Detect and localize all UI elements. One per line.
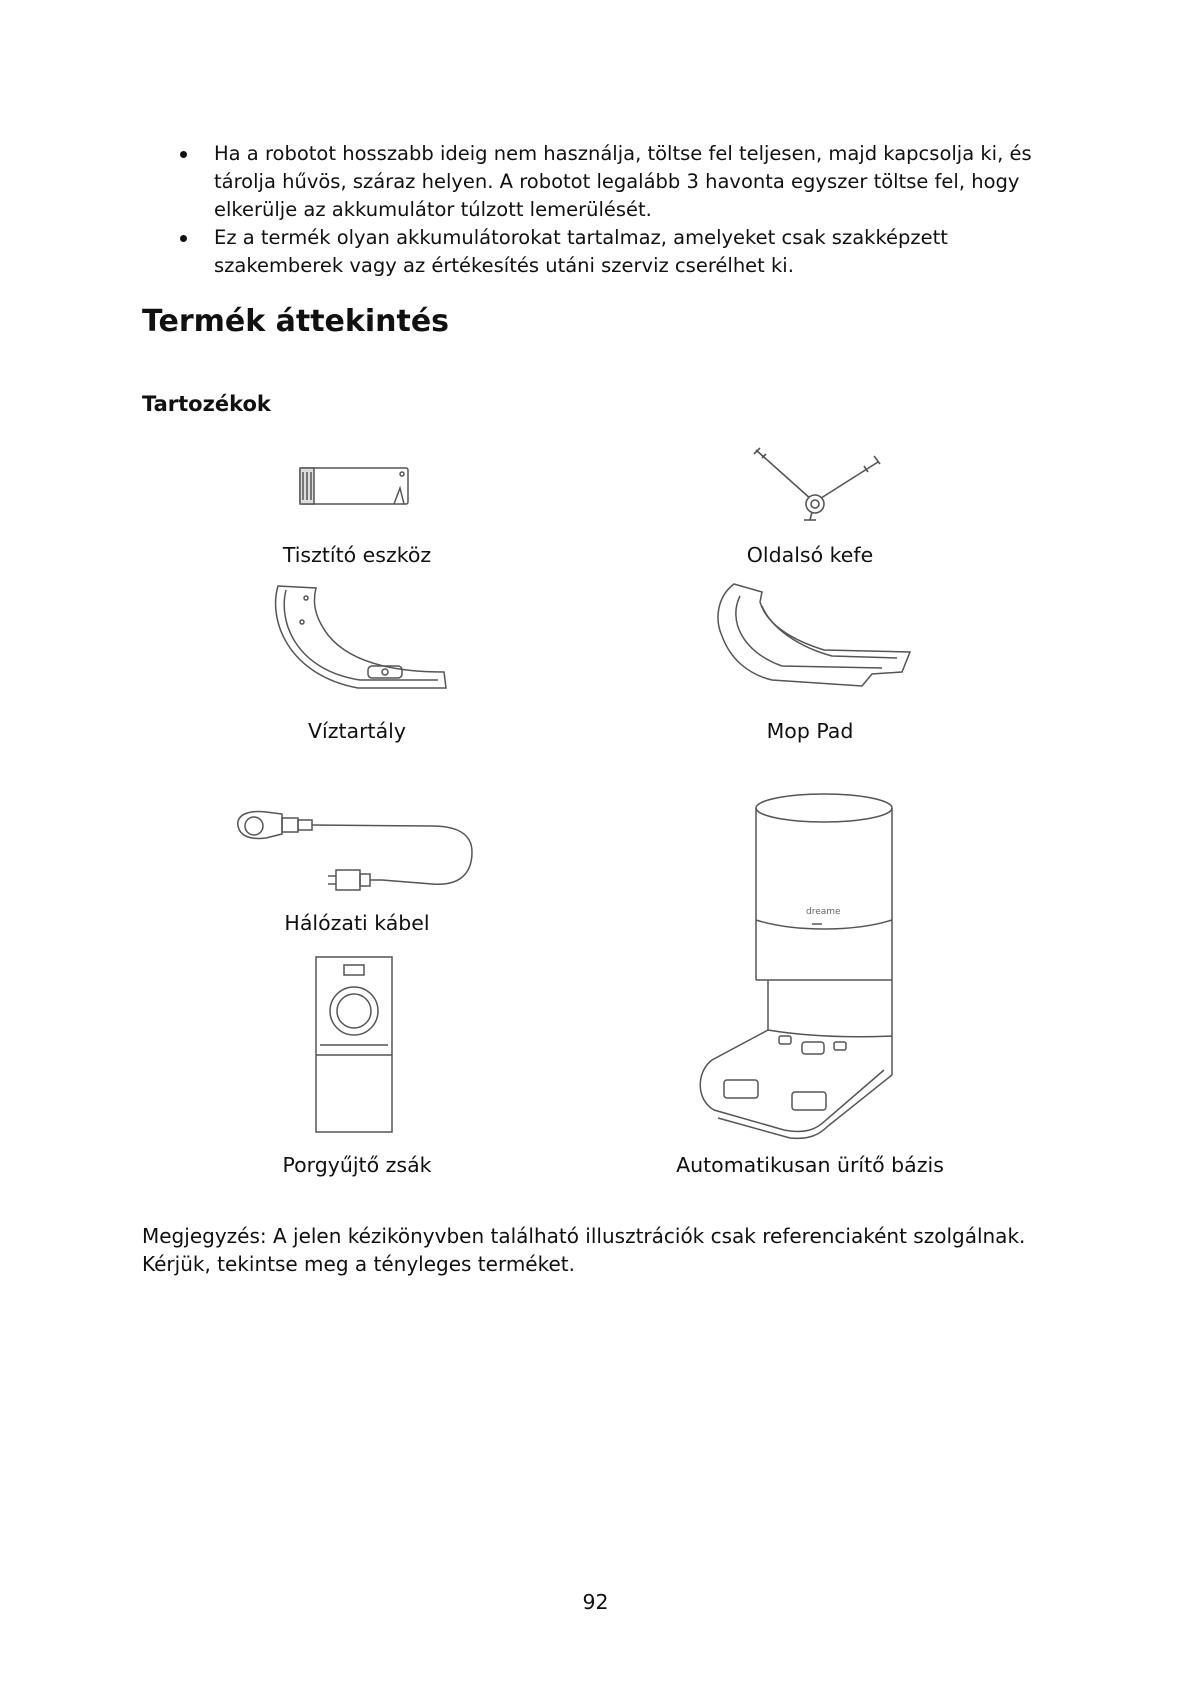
bullet-list [142,140,1072,280]
side-brush-label: Oldalsó kefe [746,543,874,567]
bullet-item [142,224,1072,280]
bullet-text: Ez a termék olyan akkumulátorokat tartalmaz, amelyeket csak szakképzett szakemberek vagy az értékesítés utáni szerviz cserélhet ki. [214,226,948,277]
mop-pad-illustration [712,580,912,695]
cleaning-tool-label: Tisztító eszköz [282,543,432,567]
water-tank-label: Víztartály [308,719,406,743]
base-station-label: Automatikusan ürítő bázis [676,1153,944,1177]
bullet-item [142,140,1072,224]
power-cable-label: Hálózati kábel [284,911,430,935]
mop-pad-label: Mop Pad [766,719,854,743]
bullet-dot [180,235,187,242]
auto-empty-base-illustration [694,790,924,1140]
cleaning-tool-illustration [298,462,413,512]
section-title: Termék áttekintés [142,304,450,339]
base-brand-logo: dreame [806,907,841,917]
note-text: Megjegyzés: A jelen kézikönyvben található illusztrációk csak referenciaként szolgálnak. Kérjük, tekintse meg a tényleges terméket. [142,1224,1026,1276]
bullet-dot [180,151,187,158]
water-tank-illustration [268,580,448,695]
bullet-text: Ha a robotot hosszabb ideig nem használja, töltse fel teljesen, majd kapcsolja ki, és tárolja hűvös, száraz helyen. A robotot legalább 3 havonta egyszer töltse fel, hogy elkerülje az akkumulátor túlzott lemerülését. [214,142,1032,221]
page-number: 92 [582,1590,609,1614]
subsection-title: Tartozékok [142,392,271,416]
side-brush-illustration [752,446,882,526]
power-cable-illustration [232,804,482,904]
dust-bag-label: Porgyűjtő zsák [282,1153,432,1177]
dust-bag-illustration [314,955,396,1135]
